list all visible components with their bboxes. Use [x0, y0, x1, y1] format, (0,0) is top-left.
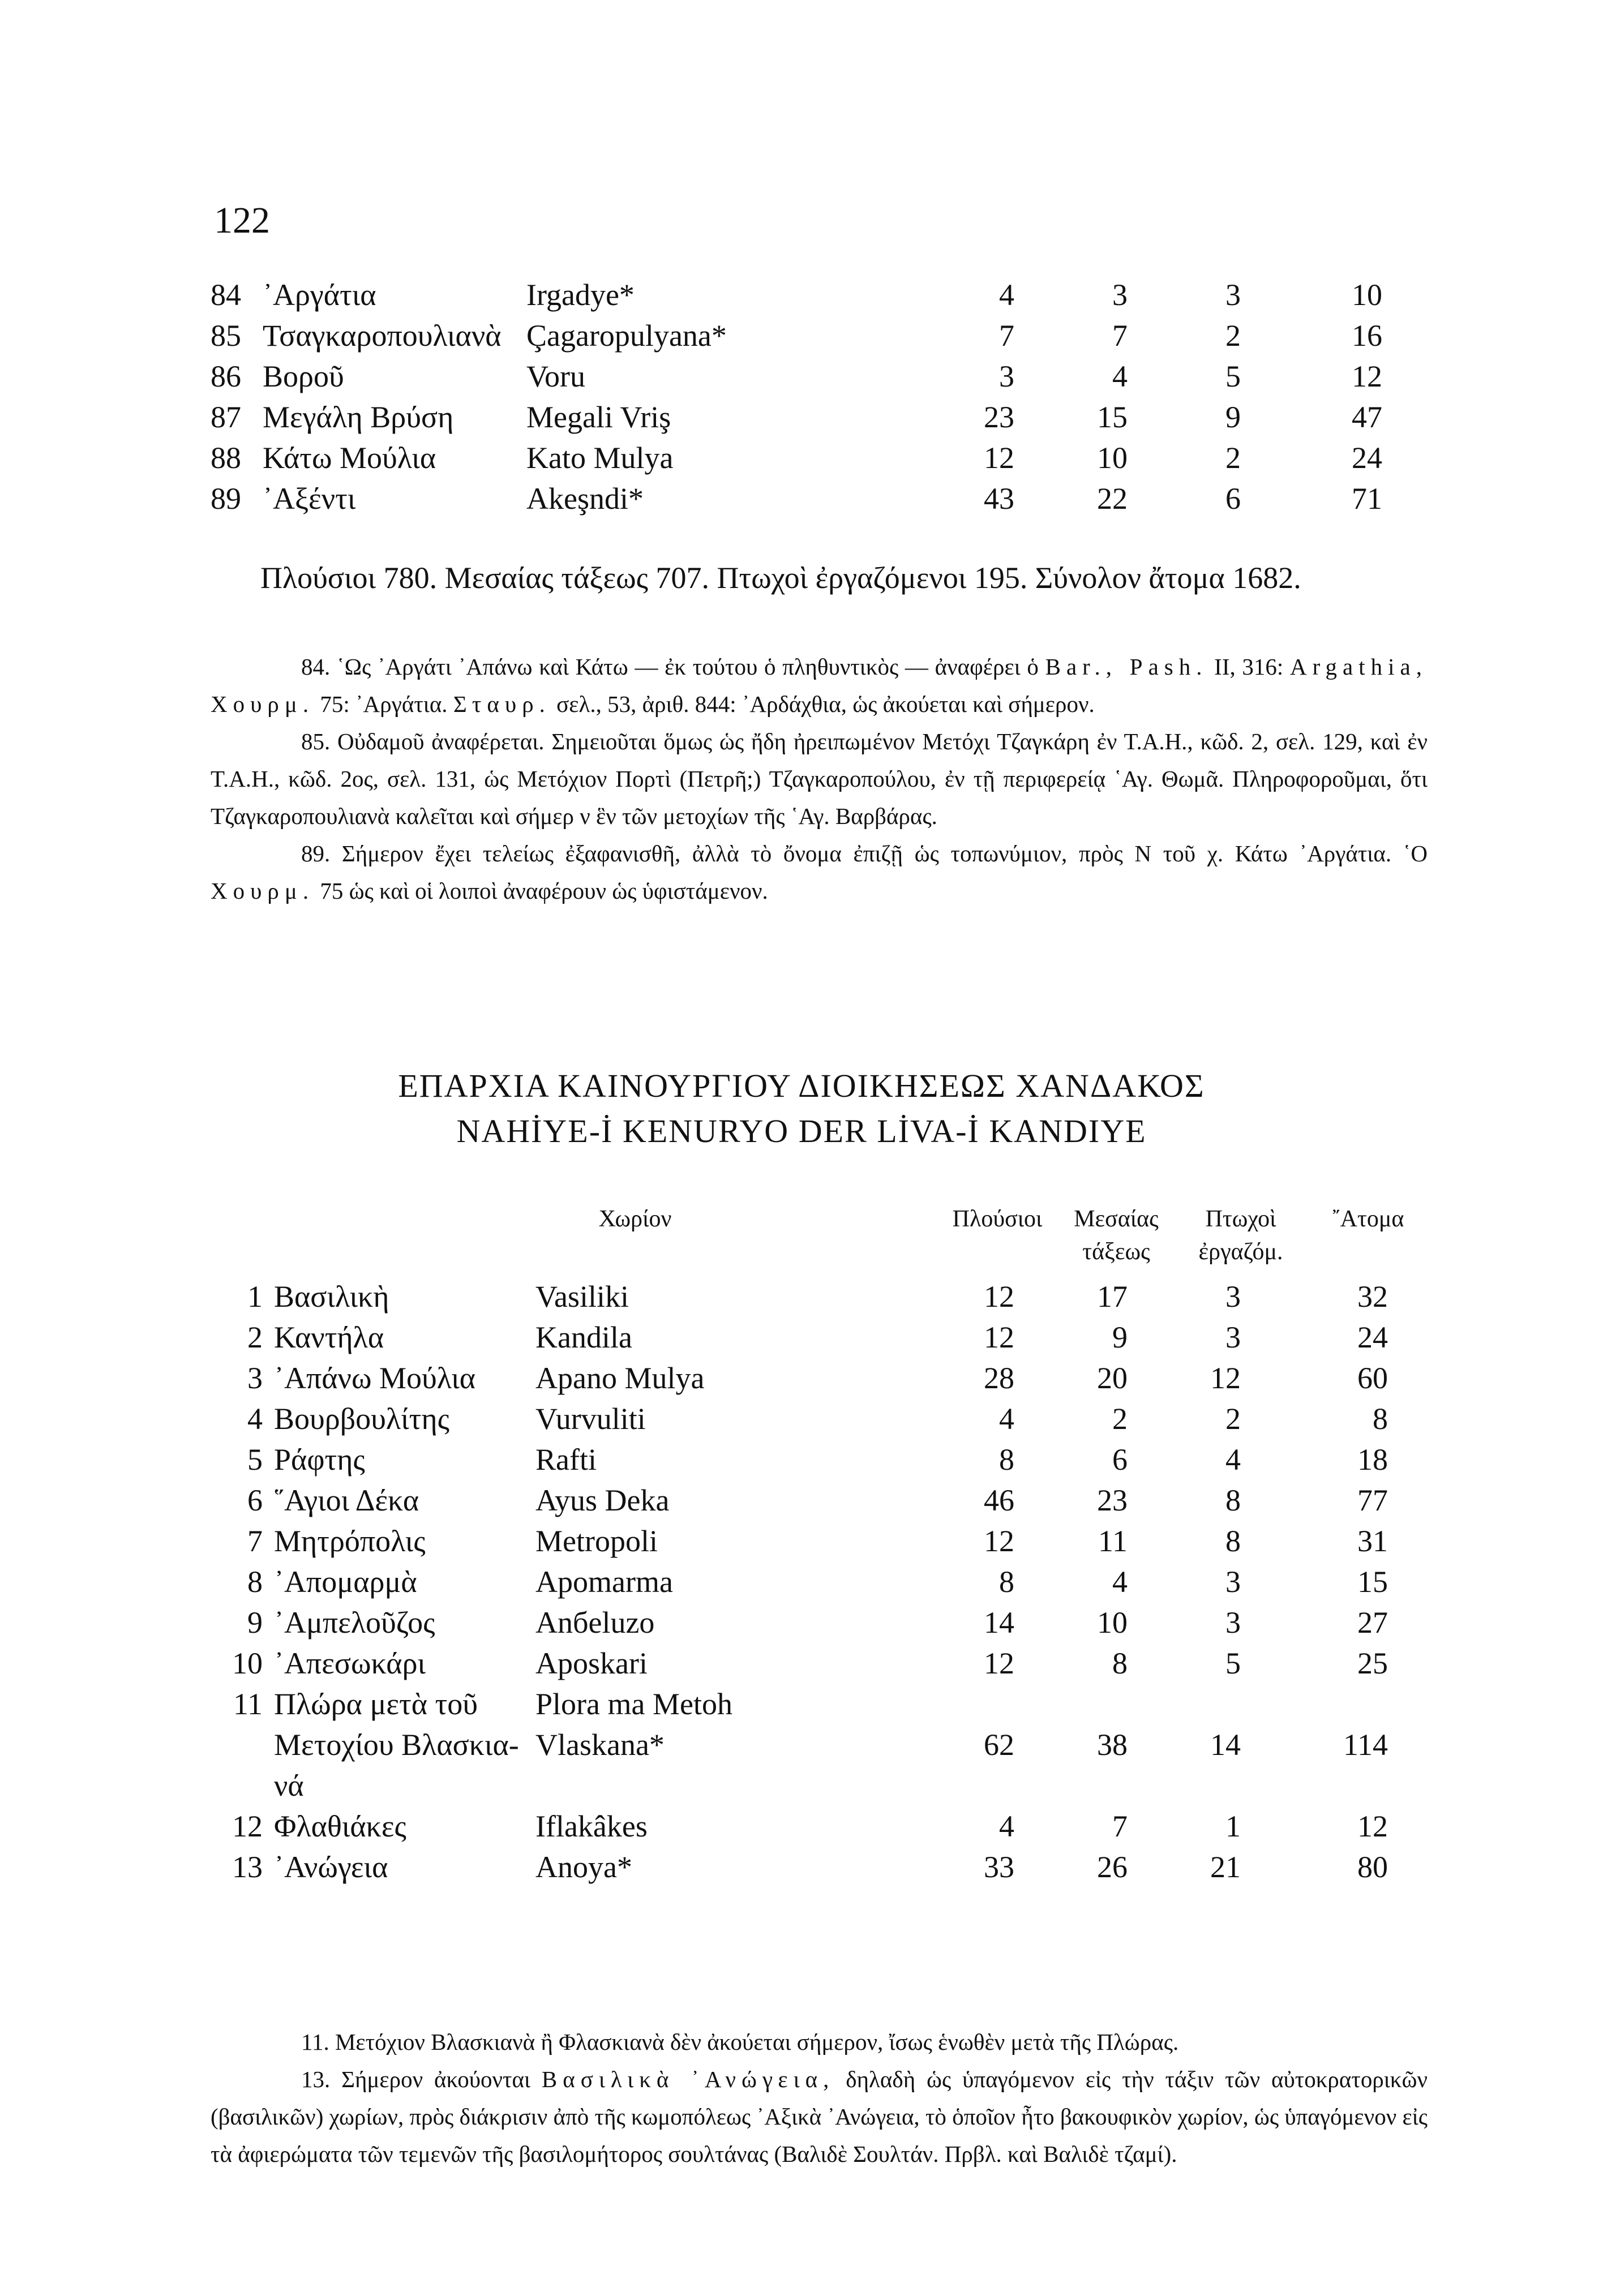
row-number: 5	[247, 1443, 263, 1477]
total-count: 12	[1357, 1809, 1388, 1843]
middle-count: 10	[1097, 1606, 1128, 1640]
rich-count: 46	[984, 1483, 1014, 1517]
footnote-text: 84. ῾Ως ᾿Αργάτι ᾿Απάνω καὶ Κάτω — ἐκ τούτου ὁ πληθυντικὸς — ἀναφέρει ὁ	[301, 654, 1039, 680]
poor-count: 5	[1225, 359, 1241, 393]
total-count: 8	[1373, 1402, 1388, 1436]
middle-count: 20	[1097, 1361, 1128, 1395]
middle-count: 26	[1097, 1850, 1128, 1884]
turkish-name: Vurvuliti	[535, 1402, 646, 1436]
footnote-89	[211, 835, 1428, 909]
row-number: 7	[247, 1524, 263, 1558]
top-village-table	[211, 274, 1428, 519]
header-middle-line1: Μεσαίας	[1074, 1206, 1159, 1232]
greek-name: ῞Αγιοι Δέκα	[274, 1483, 419, 1517]
greek-name: Μητρόπολις	[274, 1524, 426, 1558]
footnote-85: 85. Οὐδαμοῦ ἀναφέρεται. Σημειοῦται ὅμως ὡς ἤδη ἠρειπωμένον Μετόχι Τζαγκάρη ἐν Τ.Α.Η., κῶδ. 2, σελ. 129, καὶ ἐν Τ.Α.Η., κῶδ. 2ος, σελ. 131, ὡς Μετόχιον Πορτὶ (Πετρῆ;) Τζαγκαροπούλου, ἐν τῇ περιφερείᾳ ῾Αγ. Θωμᾶ. Πληροφοροῦμαι, ὅτι Τζαγκαροπουλιανὰ καλεῖται καὶ σήμερ ν ἓν τῶν μετοχίων τῆς ῾Αγ. Βαρβάρας.	[211, 728, 1428, 829]
total-count: 15	[1357, 1565, 1388, 1599]
spaced-abbreviation: Βασιλικὰ ᾿Ανώγεια,	[541, 2066, 835, 2092]
footnote-84	[211, 648, 1428, 723]
rich-count: 4	[999, 1402, 1014, 1436]
table-row	[211, 478, 1428, 519]
total-count: 31	[1357, 1524, 1388, 1558]
greek-name: Βοροῦ	[263, 359, 344, 393]
greek-name: ᾿Αργάτια	[263, 278, 376, 312]
turkish-name: Metropoli	[535, 1524, 658, 1558]
section-title-greek: ΕΠΑΡΧΙΑ ΚΑΙΝΟΥΡΓΙΟΥ ΔΙΟΙΚΗΣΕΩΣ ΧΑΝΔΑΚΟΣ	[398, 1067, 1205, 1104]
header-persons: ῎Ατομα	[1332, 1206, 1404, 1232]
greek-name: νά	[274, 1769, 304, 1803]
top-footnotes	[211, 648, 1428, 909]
middle-count: 2	[1112, 1402, 1128, 1436]
total-count: 24	[1357, 1320, 1388, 1354]
row-number: 6	[247, 1483, 263, 1517]
rich-count: 12	[984, 1524, 1014, 1558]
row-number: 12	[232, 1809, 263, 1843]
row-number: 10	[232, 1646, 263, 1680]
table-row	[211, 1602, 1428, 1643]
table-row	[211, 1765, 1428, 1806]
header-middle-line2: τάξεως	[1082, 1239, 1150, 1265]
footnote-11: 11. Μετόχιον Βλασκιανὰ ἢ Φλασκιανὰ δὲν ἀκούεται σήμερον, ἴσως ἑνωθὲν μετὰ τῆς Πλώρας.	[301, 2029, 1179, 2055]
poor-count: 2	[1225, 1402, 1241, 1436]
footnote-text: 89. Σήμερον ἔχει τελείως ἐξαφανισθῆ, ἀλλὰ τὸ ὄνομα ἐπιζῇ ὡς τοπωνύμιον, πρὸς Ν τοῦ χ. Κάτω ᾿Αργάτια. ῾Ο	[301, 840, 1428, 866]
middle-count: 38	[1097, 1728, 1128, 1762]
turkish-name: Aposkari	[535, 1646, 648, 1680]
header-poor-line1: Πτωχοὶ	[1205, 1206, 1276, 1232]
rich-count: 33	[984, 1850, 1014, 1884]
turkish-name: Rafti	[535, 1443, 597, 1477]
greek-name: ᾿Αμπελοῦζος	[274, 1606, 435, 1640]
poor-count: 12	[1210, 1361, 1241, 1395]
poor-count: 4	[1225, 1443, 1241, 1477]
row-number: 85	[211, 319, 241, 353]
row-number: 9	[247, 1606, 263, 1640]
rich-count: 62	[984, 1728, 1014, 1762]
table-row	[211, 1643, 1428, 1684]
spaced-abbreviation: Bar., Pash.	[1045, 654, 1208, 680]
greek-name: ᾿Απάνω Μούλια	[274, 1361, 476, 1395]
turkish-name: Apano Mulya	[535, 1361, 705, 1395]
row-number: 86	[211, 359, 241, 393]
row-number: 3	[247, 1361, 263, 1395]
turkish-name: Anoya*	[535, 1850, 632, 1884]
poor-count: 6	[1225, 482, 1241, 516]
total-count: 10	[1352, 278, 1382, 312]
footnote-13	[211, 2061, 1428, 2173]
table-row	[211, 1806, 1428, 1847]
poor-count: 14	[1210, 1728, 1241, 1762]
turkish-name: Ayus Deka	[535, 1483, 670, 1517]
rich-count: 14	[984, 1606, 1014, 1640]
poor-count: 8	[1225, 1524, 1241, 1558]
footnote-text: δηλαδὴ ὡς ὑπαγόμενον εἰς τὴν τάξιν τῶν αὐτοκρατορικῶν (βασιλικῶν) χωρίων, πρὸς διάκρισιν ἀπὸ τῆς κωμοπόλεως ᾿Αξικὰ ᾿Ανώγεια, τὸ ὁποῖον ἦτο βακουφικὸν χωρίον, ὡς ὑπαγόμενον εἰς τὰ ἀφιερώματα τῶν τεμενῶν τῆς βασιλομήτορος σουλτάνας (Βαλιδὲ Σουλτάν. Πρβλ. καὶ Βαλιδὲ τζαμί).	[211, 2066, 1428, 2167]
poor-count: 2	[1225, 319, 1241, 353]
middle-count: 7	[1112, 319, 1128, 353]
total-count: 12	[1352, 359, 1382, 393]
rich-count: 28	[984, 1361, 1014, 1395]
header-middle	[1054, 1203, 1178, 1268]
poor-count: 1	[1225, 1809, 1241, 1843]
rich-count: 8	[999, 1443, 1014, 1477]
rich-count: 23	[984, 400, 1014, 434]
header-poor	[1178, 1203, 1303, 1268]
middle-count: 4	[1112, 359, 1128, 393]
turkish-name: Kato Mulya	[526, 441, 674, 475]
greek-name: Τσαγκαροπουλιανὰ	[263, 319, 502, 353]
bottom-footnotes	[211, 2023, 1428, 2173]
greek-name: Φλαθιάκες	[274, 1809, 406, 1843]
table-row	[211, 1398, 1428, 1439]
poor-count: 3	[1225, 1280, 1241, 1314]
turkish-name: Apomarma	[535, 1565, 673, 1599]
table-row	[211, 315, 1428, 356]
table-row	[211, 437, 1428, 478]
footnote-text: 75: ᾿Αργάτια.	[320, 691, 448, 717]
table-row	[211, 1561, 1428, 1602]
greek-name: ᾿Αξέντι	[263, 482, 356, 516]
turkish-name: Vasiliki	[535, 1280, 629, 1314]
greek-name: Ράφτης	[274, 1443, 365, 1477]
table-row	[211, 356, 1428, 397]
greek-name: Πλώρα μετὰ τοῦ	[274, 1687, 478, 1721]
rich-count: 12	[984, 441, 1014, 475]
header-poor-line2: ἐργαζόμ.	[1198, 1239, 1283, 1265]
rich-count: 4	[999, 278, 1014, 312]
row-number: 88	[211, 441, 241, 475]
footnote-text: II, 316:	[1214, 654, 1284, 680]
middle-count: 10	[1097, 441, 1128, 475]
spaced-abbreviation: Σταυρ.	[453, 691, 551, 717]
turkish-name: Çagaropulyana*	[526, 319, 727, 353]
total-count: 47	[1352, 400, 1382, 434]
middle-count: 11	[1098, 1524, 1128, 1558]
greek-name: ᾿Απομαρμὰ	[274, 1565, 417, 1599]
total-count: 60	[1357, 1361, 1388, 1395]
bottom-village-table	[211, 1276, 1428, 1887]
poor-count: 5	[1225, 1646, 1241, 1680]
middle-count: 7	[1112, 1809, 1128, 1843]
total-count: 16	[1352, 319, 1382, 353]
poor-count: 9	[1225, 400, 1241, 434]
row-number: 11	[233, 1687, 263, 1721]
row-number: 87	[211, 400, 241, 434]
rich-count: 12	[984, 1320, 1014, 1354]
poor-count: 3	[1225, 278, 1241, 312]
greek-name: ᾿Ανώγεια	[274, 1850, 388, 1884]
table-row	[211, 274, 1428, 315]
table-row	[211, 1358, 1428, 1398]
poor-count: 3	[1225, 1606, 1241, 1640]
turkish-name: Plora ma Metoh	[535, 1687, 732, 1721]
turkish-name: Iflakâkes	[535, 1809, 648, 1843]
spaced-abbreviation: Argathia,	[1290, 654, 1428, 680]
rich-count: 4	[999, 1809, 1014, 1843]
middle-count: 17	[1097, 1280, 1128, 1314]
middle-count: 3	[1112, 278, 1128, 312]
middle-count: 6	[1112, 1443, 1128, 1477]
total-count: 71	[1352, 482, 1382, 516]
header-village: Χωρίον	[598, 1206, 672, 1232]
greek-name: ᾿Απεσωκάρι	[274, 1646, 426, 1680]
turkish-name: Vlaskana*	[535, 1728, 665, 1762]
greek-name: Καντήλα	[274, 1320, 384, 1354]
greek-name: Βουρβουλίτης	[274, 1402, 449, 1436]
table-row	[211, 1847, 1428, 1887]
middle-count: 22	[1097, 482, 1128, 516]
total-count: 27	[1357, 1606, 1388, 1640]
poor-count: 8	[1225, 1483, 1241, 1517]
row-number: 1	[247, 1280, 263, 1314]
header-rich: Πλούσιοι	[952, 1206, 1043, 1232]
row-number: 2	[247, 1320, 263, 1354]
footnote-text: 75 ὡς καὶ οἱ λοιποὶ ἀναφέρουν ὡς ὑφιστάμενον.	[320, 878, 768, 904]
greek-name: Μεγάλη Βρύση	[263, 400, 454, 434]
row-number: 13	[232, 1850, 263, 1884]
table-row	[211, 397, 1428, 437]
rich-count: 7	[999, 319, 1014, 353]
row-number: 84	[211, 278, 241, 312]
table-row	[211, 1480, 1428, 1521]
row-number: 8	[247, 1565, 263, 1599]
table-row	[211, 1521, 1428, 1561]
rich-count: 12	[984, 1646, 1014, 1680]
table-row	[211, 1276, 1428, 1317]
turkish-name: Voru	[526, 359, 586, 393]
poor-count: 21	[1210, 1850, 1241, 1884]
greek-name: Βασιλικὴ	[274, 1280, 389, 1314]
middle-count: 9	[1112, 1320, 1128, 1354]
page-number: 122	[214, 200, 270, 241]
middle-count: 15	[1097, 400, 1128, 434]
turkish-name: Anбeluzo	[535, 1606, 655, 1640]
summary-line: Πλούσιοι 780. Μεσαίας τάξεως 707. Πτωχοὶ ἐργαζόμενοι 195. Σύνολον ἄτομα 1682.	[260, 561, 1301, 595]
poor-count: 3	[1225, 1565, 1241, 1599]
table-row	[211, 1439, 1428, 1480]
middle-count: 4	[1112, 1565, 1128, 1599]
footnote-text: 13. Σήμερον ἀκούονται	[301, 2066, 531, 2092]
total-count: 77	[1357, 1483, 1388, 1517]
poor-count: 3	[1225, 1320, 1241, 1354]
total-count: 24	[1352, 441, 1382, 475]
middle-count: 23	[1097, 1483, 1128, 1517]
total-count: 25	[1357, 1646, 1388, 1680]
greek-name: Μετοχίου Βλασκια-	[274, 1728, 519, 1762]
greek-name: Κάτω Μούλια	[263, 441, 436, 475]
footnote-text: σελ., 53, ἀριθ. 844: ᾿Αρδάχθια, ὡς ἀκούεται καὶ σήμερον.	[556, 691, 1095, 717]
rich-count: 8	[999, 1565, 1014, 1599]
turkish-name: Akeşndi*	[526, 482, 644, 516]
rich-count: 43	[984, 482, 1014, 516]
total-count: 114	[1343, 1728, 1388, 1762]
turkish-name: Kandila	[535, 1320, 632, 1354]
section-title-turkish: NAHİYE-İ KENURYO DER LİVA-İ KANDIYE	[456, 1113, 1147, 1149]
poor-count: 2	[1225, 441, 1241, 475]
row-number: 89	[211, 482, 241, 516]
rich-count: 12	[984, 1280, 1014, 1314]
turkish-name: Irgadye*	[526, 278, 635, 312]
table-row	[211, 1684, 1428, 1724]
total-count: 18	[1357, 1443, 1388, 1477]
total-count: 80	[1357, 1850, 1388, 1884]
spaced-abbreviation: Χουρμ.	[211, 878, 315, 904]
middle-count: 8	[1112, 1646, 1128, 1680]
turkish-name: Megali Vriş	[526, 400, 671, 434]
row-number: 4	[247, 1402, 263, 1436]
total-count: 32	[1357, 1280, 1388, 1314]
table-row	[211, 1317, 1428, 1358]
spaced-abbreviation: Χουρμ.	[211, 691, 315, 717]
rich-count: 3	[999, 359, 1014, 393]
table-row	[211, 1724, 1428, 1765]
